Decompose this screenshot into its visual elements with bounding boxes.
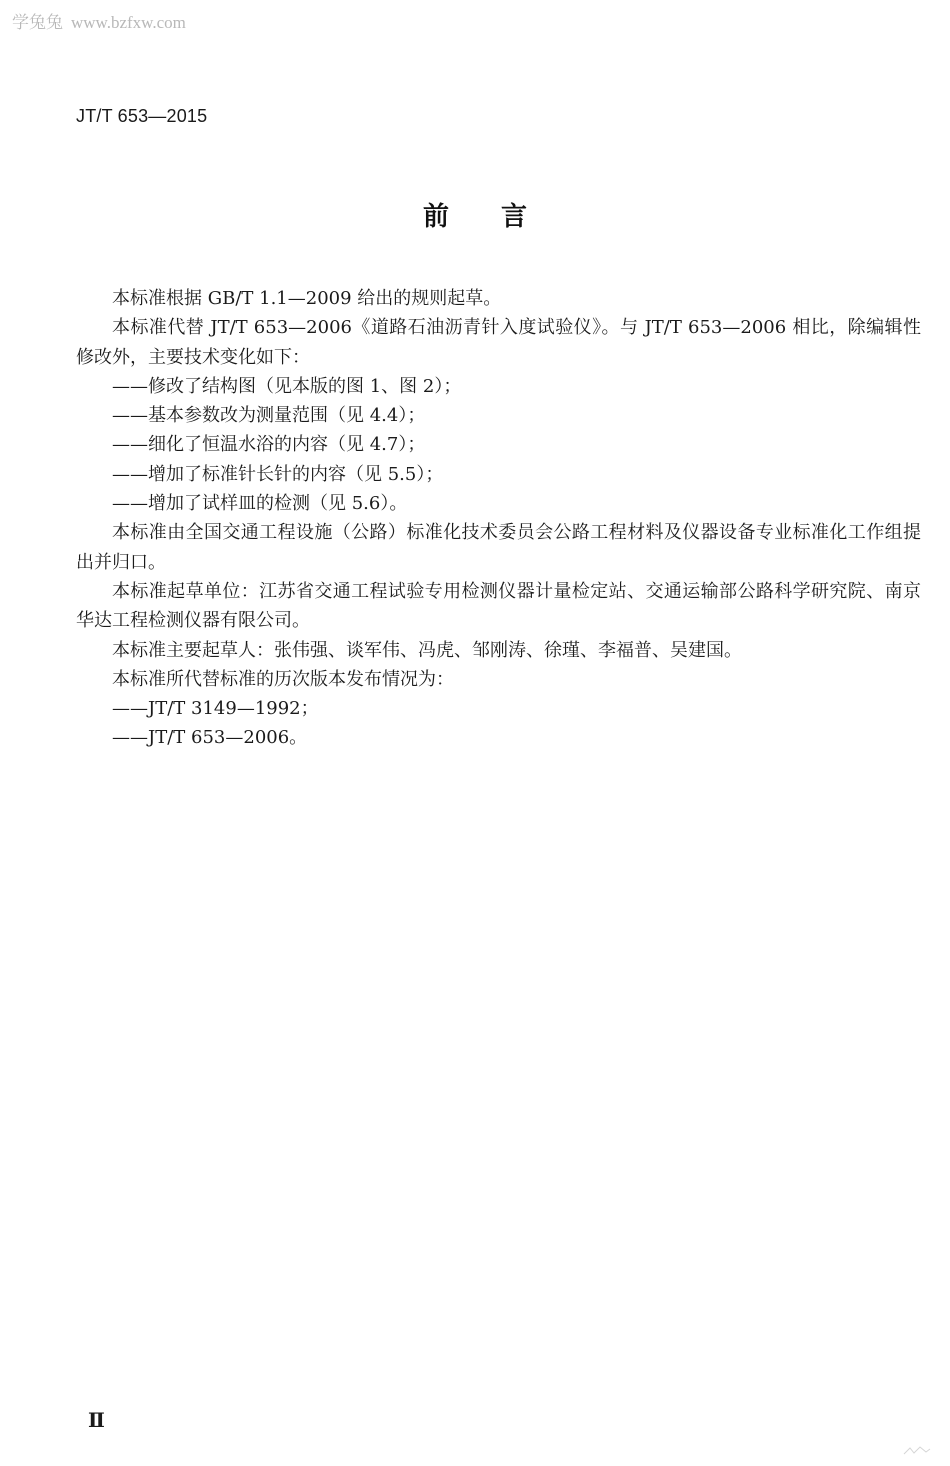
paragraph: 本标准由全国交通工程设施（公路）标准化技术委员会公路工程材料及仪器设备专业标准化工作组提出并归口。 <box>76 522 921 573</box>
change-item: ——细化了恒温水浴的内容（见 4.7）； <box>112 434 426 456</box>
paragraph: 本标准起草单位：江苏省交通工程试验专用检测仪器计量检定站、交通运输部公路科学研究院、南京华达工程检测仪器有限公司。 <box>76 580 921 632</box>
change-item: ——增加了试样皿的检测（见 5.6）。 <box>112 493 408 515</box>
paragraph: 本标准代替 JT/T 653—2006《道路石油沥青针入度试验仪》。与 JT/T 653—2006 相比，除编辑性修改外，主要技术变化如下： <box>76 317 921 368</box>
paragraph: 本标准根据 GB/T 1.1—2009 给出的规则起草。 <box>112 288 502 309</box>
page-title: 前言 <box>422 202 579 232</box>
watermark-site: www.bzfxw.com <box>71 13 186 32</box>
document-id: JT/T 653—2015 <box>76 106 208 126</box>
watermark-name: 学兔兔 <box>12 13 63 33</box>
version-item: ——JT/T 653—2006。 <box>112 727 308 749</box>
change-item: ——增加了标准针长针的内容（见 5.5）； <box>112 463 444 485</box>
watermark <box>12 8 186 33</box>
scan-mark-icon <box>902 1444 932 1458</box>
page-number: Ⅱ <box>88 1410 105 1432</box>
paragraph: 本标准主要起草人：张伟强、谈军伟、冯虎、邹刚涛、徐瑾、李福普、吴建国。 <box>112 639 742 661</box>
change-item: ——修改了结构图（见本版的图 1、图 2）； <box>112 375 462 397</box>
version-item: ——JT/T 3149—1992； <box>112 698 319 720</box>
change-item: ——基本参数改为测量范围（见 4.4）； <box>112 405 426 427</box>
paragraph: 本标准所代替标准的历次版本发布情况为： <box>112 668 454 690</box>
foreword-body <box>76 284 921 753</box>
